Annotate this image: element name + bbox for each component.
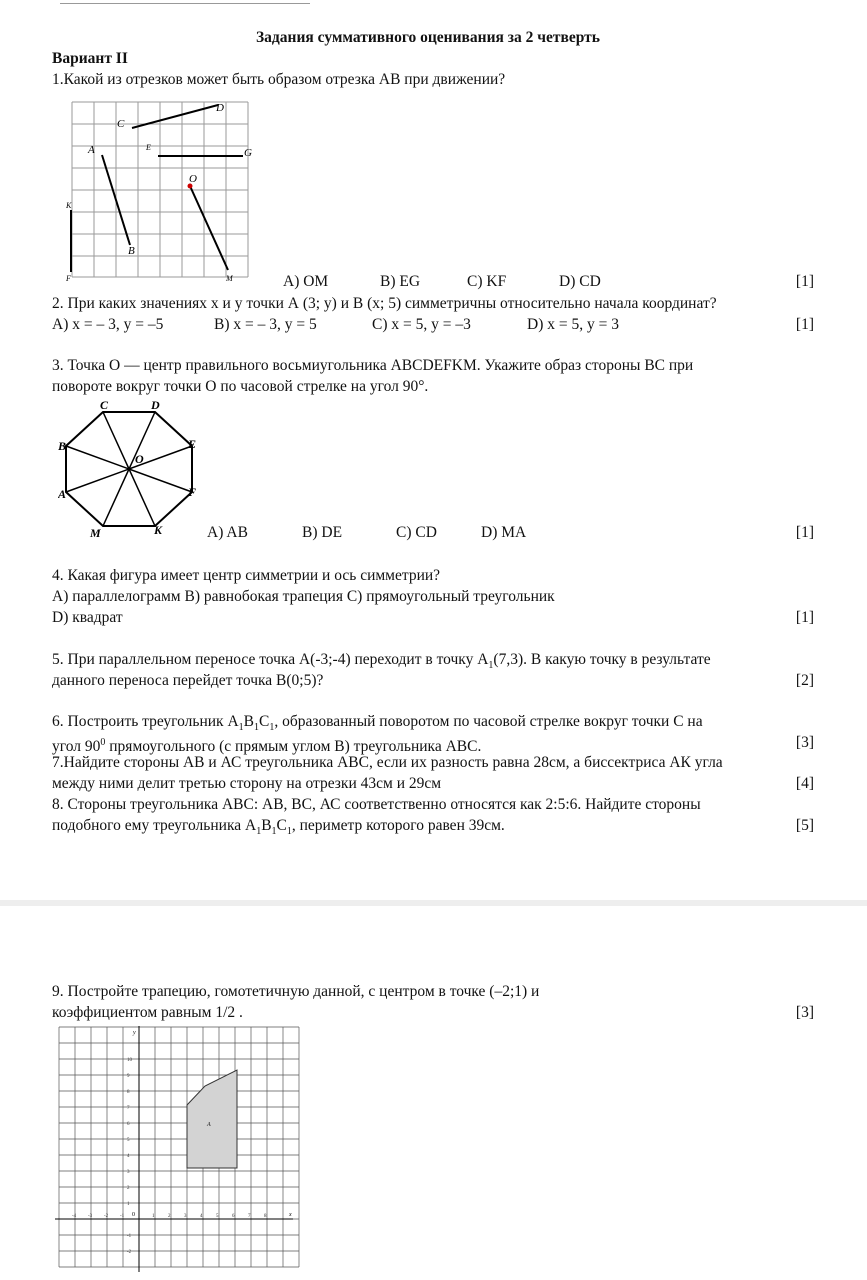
worksheet-page-2 xyxy=(0,906,867,1280)
q3-option-c: C) CD xyxy=(396,524,437,541)
octagon-label-f: F xyxy=(188,485,197,499)
q3-option-b: B) DE xyxy=(302,524,343,541)
q2-option-a: A) x = – 3, y = –5 xyxy=(52,316,164,333)
octagon-label-a: A xyxy=(58,487,67,501)
q4-options-line: А) параллелограмм B) равнобокая трапеция C) прямоугольный треугольник xyxy=(52,588,555,605)
page-title: Задания суммативного оценивания за 2 четверть xyxy=(256,29,600,46)
y-tick-label: 8 xyxy=(127,1090,130,1095)
q2-option-d: D) x = 5, y = 3 xyxy=(527,316,619,333)
trapezoid-label: A xyxy=(207,1122,211,1128)
octagon-label-e: E xyxy=(188,437,197,451)
octagon-label-k: K xyxy=(154,523,163,537)
q1-text: 1.Какой из отрезков может быть образом отрезка AB при движении? xyxy=(52,71,506,88)
x-tick-label: -4 xyxy=(72,1214,77,1219)
x-tick-label: 2 xyxy=(168,1214,171,1219)
q6-text-line2: угол $90^0$ прямоугольного (с прямым углом В) треугольника АВС. xyxy=(52,737,482,756)
y-tick-label: 5 xyxy=(127,1138,130,1143)
octagon-label-c: C xyxy=(100,398,109,412)
q9-mark: [3] xyxy=(795,1004,814,1021)
q8-text-line2: подобного ему треугольника $А_1В_1С_1$, периметр которого равен 39см. xyxy=(52,817,505,838)
x-tick-label: 7 xyxy=(248,1214,251,1219)
q2-text: 2. При каких значениях x и y точки А (3; y) и В (x; 5) симметричны относительно начала координат? xyxy=(52,295,717,312)
label-e: E xyxy=(146,143,151,152)
q4-option-d: D) квадрат xyxy=(52,609,123,626)
octagon-label-o: O xyxy=(135,452,144,466)
q9-text-line2: коэффициентом равным 1/2 . xyxy=(52,1004,243,1021)
y-tick-label: -2 xyxy=(127,1250,132,1255)
x-axis-label: x xyxy=(289,1212,292,1218)
q3-mark: [1] xyxy=(795,524,814,541)
q1-grid-figure xyxy=(66,100,266,285)
y-tick-label: 10 xyxy=(127,1058,132,1063)
segment-cd xyxy=(132,105,218,128)
q6-text-line1: 6. Построить треугольник $А_1В_1С_1$, образованный поворотом по часовой стрелке вокруг точки С на xyxy=(52,713,703,734)
y-tick-label: 4 xyxy=(127,1154,130,1159)
label-d: D xyxy=(216,102,224,114)
q8-mark: [5] xyxy=(795,817,814,834)
q1-mark: [1] xyxy=(795,273,814,290)
trapezoid-a xyxy=(187,1070,237,1168)
q4-mark: [1] xyxy=(795,609,814,626)
label-b: B xyxy=(128,245,135,257)
grid-lines xyxy=(59,1027,299,1267)
q1-option-a: A) OM xyxy=(283,273,329,290)
x-tick-label: 5 xyxy=(216,1214,219,1219)
octagon-label-m: M xyxy=(90,526,101,540)
x-tick-label: -3 xyxy=(88,1214,93,1219)
y-tick-label: 1 xyxy=(127,1202,130,1207)
q8-text-line1: 8. Стороны треугольника АВС: АВ, ВС, АС соответственно относятся как 2:5:6. Найдите стороны xyxy=(52,796,701,813)
label-f: F xyxy=(66,274,71,283)
octagon-label-b: B xyxy=(58,439,67,453)
q3-octagon-figure xyxy=(58,396,208,542)
q4-text: 4. Какая фигура имеет центр симметрии и ось симметрии? xyxy=(52,567,441,584)
q5-text-line2: данного переноса перейдет точка В(0;5)? xyxy=(52,672,324,689)
q7-text-line1: 7.Найдите стороны АВ и АС треугольника АВС, если их разность равна 28см, а биссектриса АК угла xyxy=(52,754,723,771)
label-a: A xyxy=(88,144,95,156)
x-tick-label: 3 xyxy=(184,1214,187,1219)
q2-option-c: C) x = 5, y = –3 xyxy=(372,316,471,333)
label-c: C xyxy=(117,118,125,130)
q1-option-b: B) EG xyxy=(380,273,421,290)
q6-mark: [3] xyxy=(795,734,814,751)
q9-text-line1: 9. Постройте трапецию, гомотетичную данной, с центром в точке (–2;1) и xyxy=(52,983,540,1000)
q9-coordinate-grid xyxy=(55,1026,305,1276)
q3-text-line1: 3. Точка O — центр правильного восьмиугольника ABCDEFKM. Укажите образ стороны BC при xyxy=(52,357,694,374)
x-tick-labels xyxy=(72,1214,267,1219)
y-tick-label: -1 xyxy=(127,1234,132,1239)
x-tick-label: 6 xyxy=(232,1214,235,1219)
q2-option-b: B) x = – 3, y = 5 xyxy=(214,316,317,333)
q1-option-d: D) CD xyxy=(559,273,601,290)
q3-option-a: A) AB xyxy=(207,524,248,541)
y-tick-label: 3 xyxy=(127,1170,130,1175)
origin-label: 0 xyxy=(132,1212,135,1218)
q3-option-d: D) MA xyxy=(481,524,527,541)
x-tick-label: 8 xyxy=(264,1214,267,1219)
y-tick-label: 2 xyxy=(127,1186,130,1191)
x-tick-label: 4 xyxy=(200,1214,203,1219)
y-tick-label: 9 xyxy=(127,1074,130,1079)
y-tick-label: 7 xyxy=(127,1106,130,1111)
q5-text-line1: 5. При параллельном переносе точка А(-3;-4) переходит в точку $А_1(7,3)$. В какую точку в результате xyxy=(52,651,711,672)
y-axis-label: y xyxy=(133,1030,136,1036)
q3-text-line2: повороте вокруг точки O по часовой стрелке на угол 90°. xyxy=(52,378,429,395)
q7-mark: [4] xyxy=(795,775,814,792)
x-tick-label: -1 xyxy=(120,1214,125,1219)
label-k: K xyxy=(66,201,72,210)
segment-om xyxy=(190,186,228,270)
label-m: M xyxy=(226,274,233,283)
label-g: G xyxy=(244,147,252,159)
q2-mark: [1] xyxy=(795,316,814,333)
octagon-label-d: D xyxy=(151,398,160,412)
label-o: O xyxy=(189,173,197,185)
y-tick-labels xyxy=(127,1058,133,1255)
top-border xyxy=(60,0,310,4)
x-tick-label: 1 xyxy=(152,1214,155,1219)
q1-option-c: C) KF xyxy=(467,273,507,290)
variant-label: Вариант II xyxy=(52,50,128,67)
q5-mark: [2] xyxy=(795,672,814,689)
y-tick-label: 6 xyxy=(127,1122,130,1127)
x-tick-label: -2 xyxy=(104,1214,109,1219)
q7-text-line2: между ними делит третью сторону на отрезки 43см и 29см xyxy=(52,775,442,792)
